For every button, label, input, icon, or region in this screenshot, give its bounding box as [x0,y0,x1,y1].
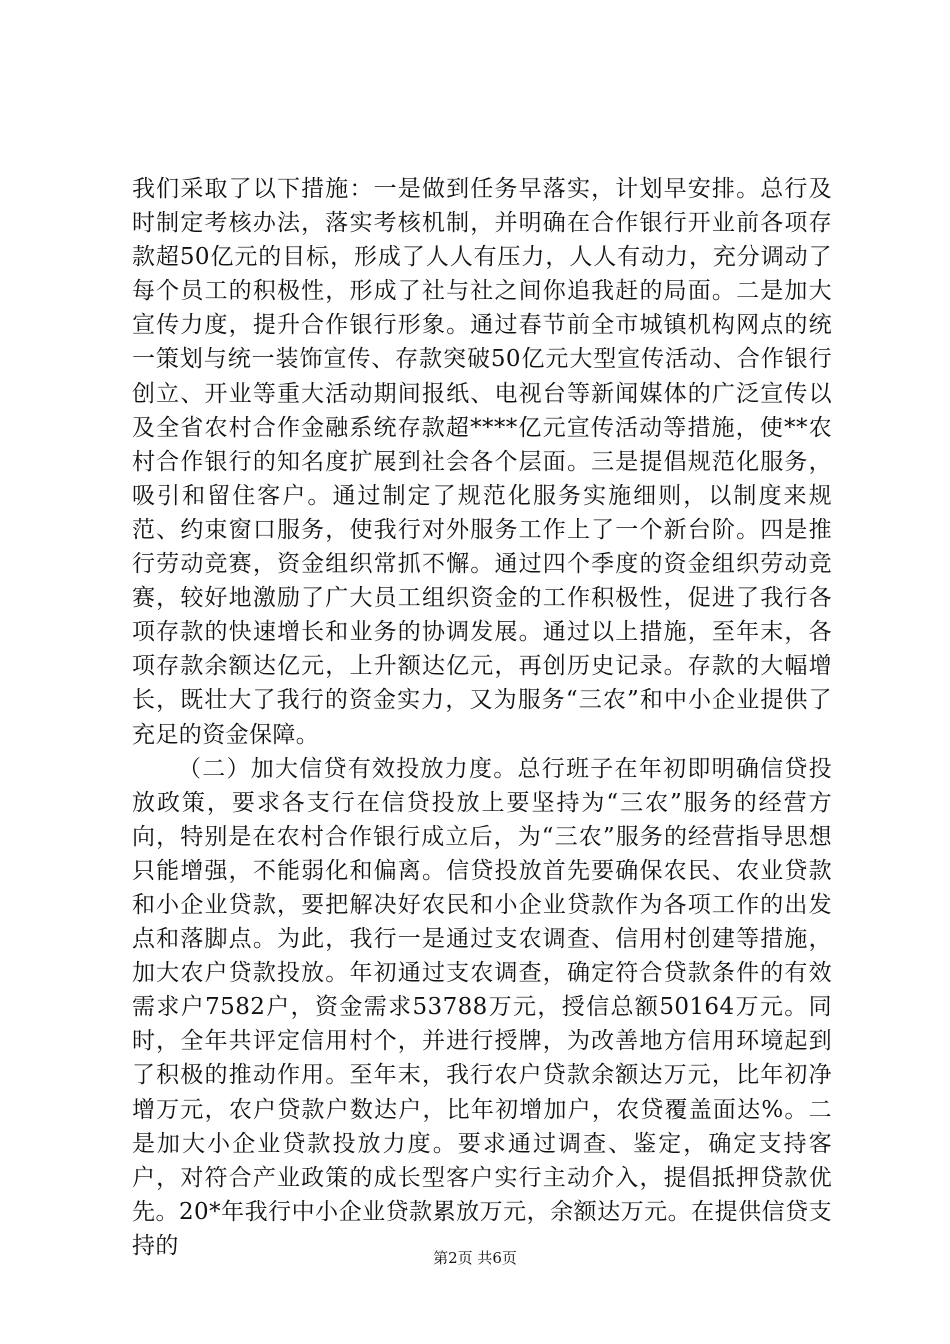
body-paragraph-2: （二）加大信贷有效投放力度。总行班子在年初即明确信贷投放政策，要求各支行在信贷投放上要坚持为“三农”服务的经营方向，特别是在农村合作银行成立后，为“三农”服务的经营指导思想只能增强，不能弱化和偏离。信贷投放首先要确保农民、农业贷款和小企业贷款，要把解决好农民和小企业贷款作为各项工作的出发点和落脚点。为此，我行一是通过支农调查、信用村创建等措施，加大农户贷款投放。年初通过支农调查，确定符合贷款条件的有效需求户7582户，资金需求53788万元，授信总额50164万元。同时，全年共评定信用村个，并进行授牌，为改善地方信用环境起到了积极的推动作用。至年末，我行农户贷款余额达万元，比年初净增万元，农户贷款户数达户，比年初增加户，农贷覆盖面达%。二是加大小企业贷款投放力度。要求通过调查、鉴定，确定支持客户，对符合产业政策的成长型客户实行主动介入，提倡抵押贷款优先。20*年我行中小企业贷款累放万元，余额达万元。在提供信贷支持的 [132,755,832,1259]
document-body [132,172,832,1263]
page-number-footer: 第2页 共6页 [433,1249,517,1267]
body-paragraph-1: 我们采取了以下措施：一是做到任务早落实，计划早安排。总行及时制定考核办法，落实考核机制，并明确在合作银行开业前各项存款超50亿元的目标，形成了人人有压力，人人有动力，充分调动了每个员工的积极性，形成了社与社之间你追我赶的局面。二是加大宣传力度，提升合作银行形象。通过春节前全市城镇机构网点的统一策划与统一装饰宣传、存款突破50亿元大型宣传活动、合作银行创立、开业等重大活动期间报纸、电视台等新闻媒体的广泛宣传以及全省农村合作金融系统存款超****亿元宣传活动等措施，使**农村合作银行的知名度扩展到社会各个层面。三是提倡规范化服务，吸引和留住客户。通过制定了规范化服务实施细则，以制度来规范、约束窗口服务，使我行对外服务工作上了一个新台阶。四是推行劳动竞赛，资金组织常抓不懈。通过四个季度的资金组织劳动竞赛，较好地激励了广大员工组织资金的工作积极性，促进了我行各项存款的快速增长和业务的协调发展。通过以上措施，至年末，各项存款余额达亿元，上升额达亿元，再创历史记录。存款的大幅增长，既壮大了我行的资金实力，又为服务“三农”和中小企业提供了充足的资金保障。 [132,176,832,748]
